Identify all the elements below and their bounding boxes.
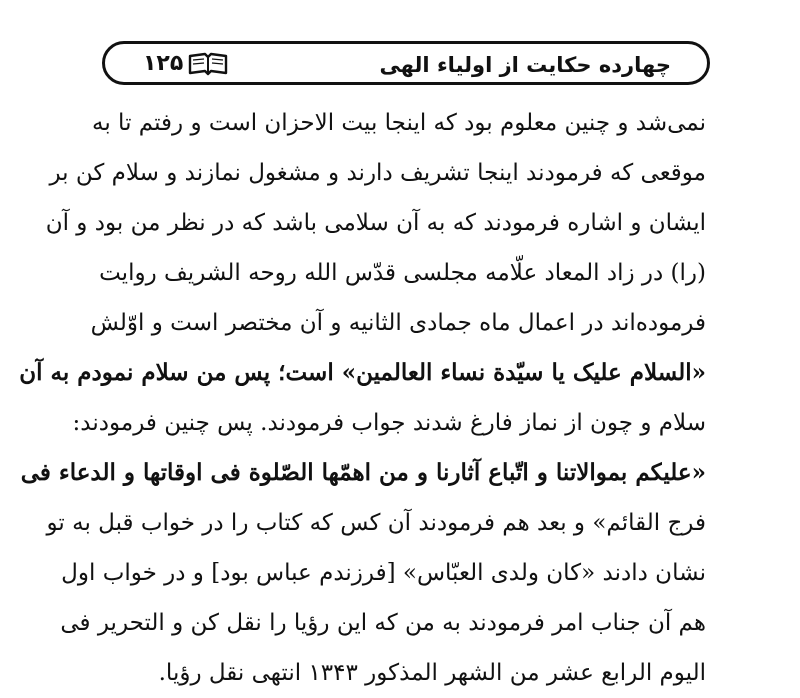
body-text (19, 98, 706, 698)
text-line-9: فرج القائم» و بعد هم فرمودند آن کس که کتاب را در خواب قبل به تو (46, 510, 706, 536)
text-line-4: (را) در زاد المعاد علّامه مجلسی قدّس الله روحه الشریف روایت (99, 260, 706, 286)
page-number-group (143, 51, 229, 77)
text-line-6: «السلام علیک یا سیّدة نساء العالمین» است؛ پس من سلام نمودم به آن (19, 359, 706, 386)
text-line-10: نشان دادند «کان ولدی العبّاس» [فرزندم عباس بود] و در خواب اول (61, 560, 706, 586)
running-header (102, 41, 710, 85)
text-line-5: فرموده‌اند در اعمال ماه جمادی الثانیه و آن مختصر است و اوّلش (90, 310, 706, 336)
book-title: چهارده حکایت از اولیاء الهی (379, 53, 671, 77)
text-line-11: هم آن جناب امر فرمودند به من که این رؤیا را نقل کن و التحریر فی (60, 610, 706, 636)
text-line-12: الیوم الرابع عشر من الشهر المذکور ۱۳۴۳ انتهی نقل رؤیا. (158, 660, 706, 686)
text-line-1: نمی‌شد و چنین معلوم بود که اینجا بیت الاحزان است و رفتم تا به (92, 110, 706, 136)
text-line-3: ایشان و اشاره فرمودند که به آن سلامی باشد که در نظر من بود و آن (45, 210, 706, 236)
page-number: ۱۲۵ (143, 51, 184, 76)
book-icon (187, 51, 229, 77)
text-line-8: «علیکم بموالاتنا و اتّباع آثارنا و من اهمّها الصّلوة فی اوقاتها و الدعاء فی (20, 459, 706, 486)
text-line-7: سلام و چون از نماز فارغ شدند جواب فرمودند. پس چنین فرمودند: (72, 410, 706, 436)
text-line-2: موقعی که فرمودند اینجا تشریف دارند و مشغول نمازند و سلام کن بر (49, 160, 706, 186)
